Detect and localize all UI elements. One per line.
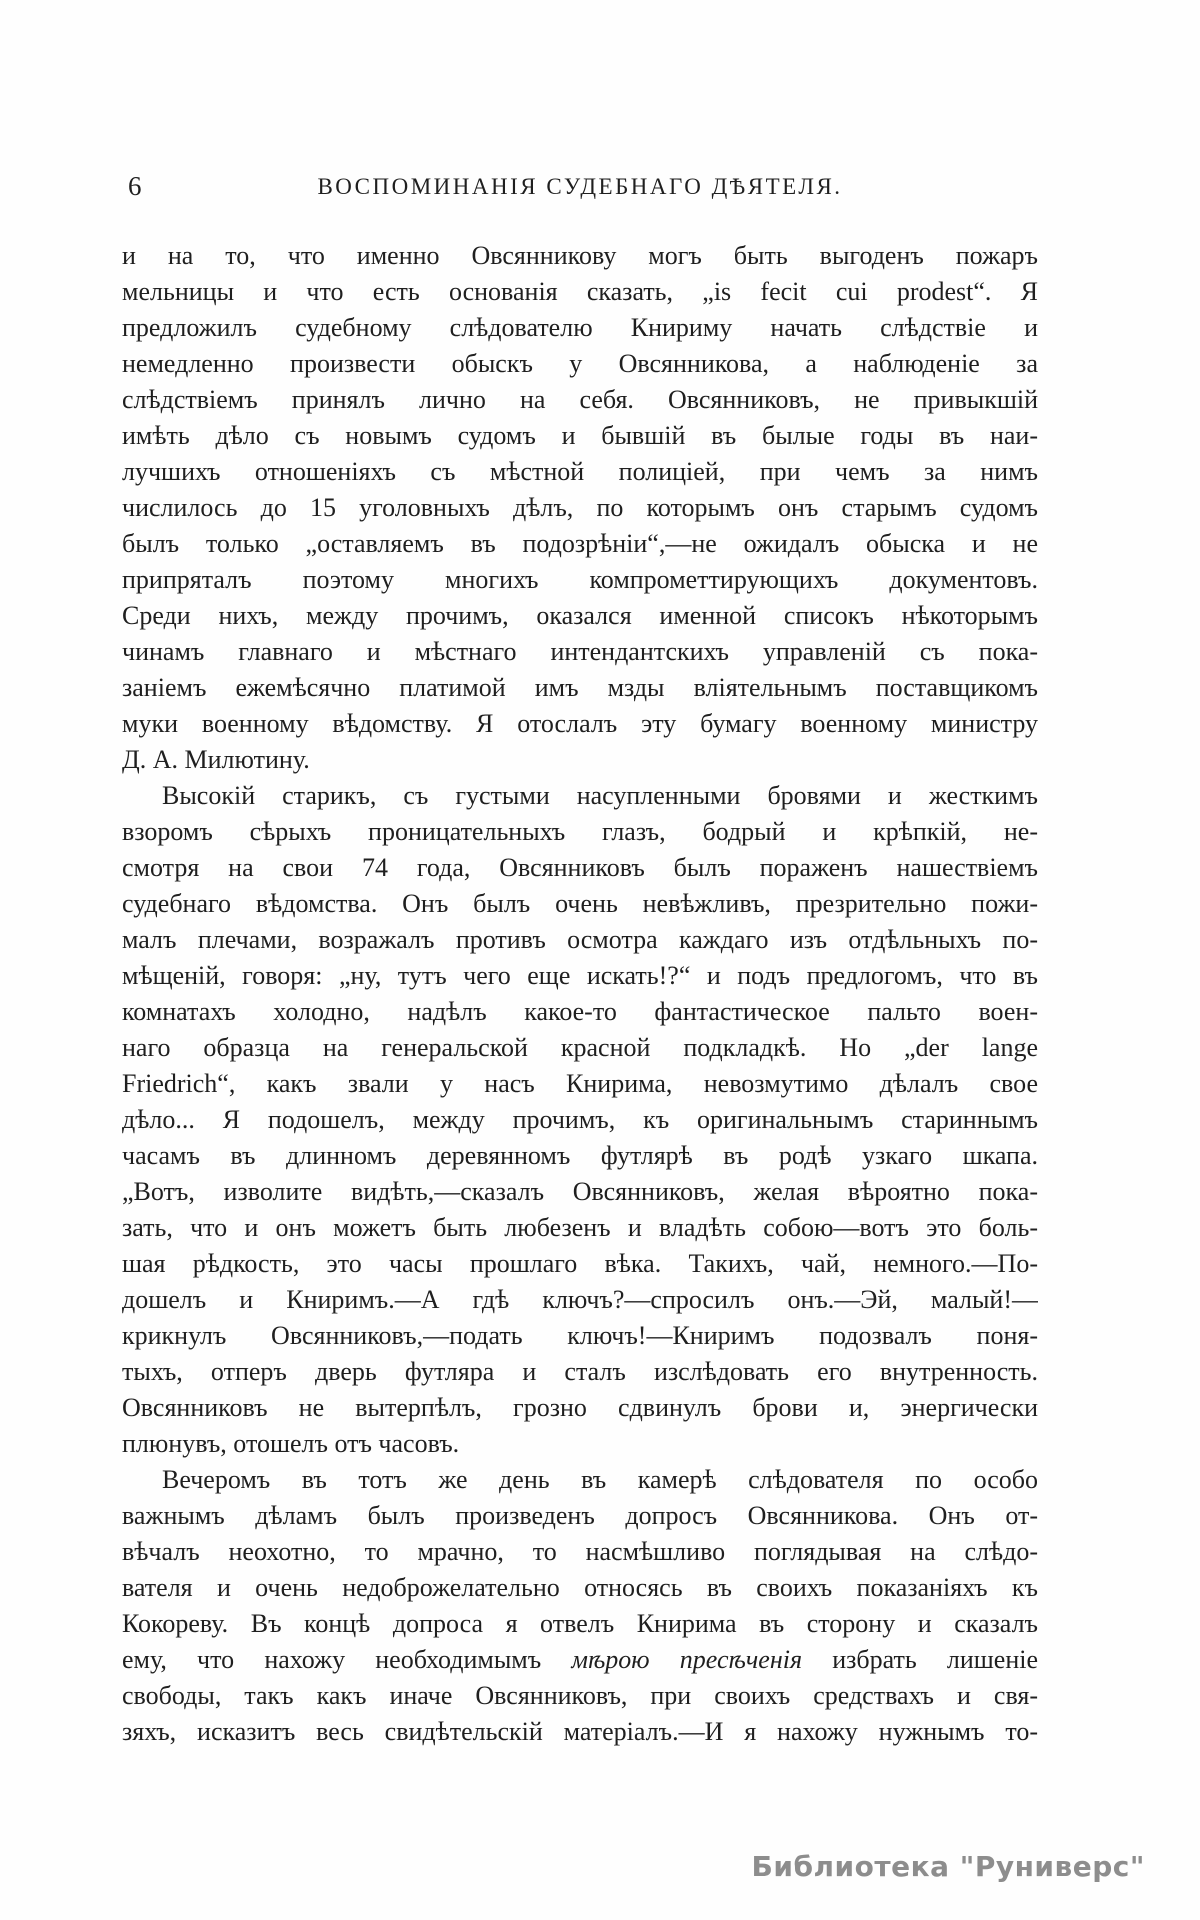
text-line: немедленно произвести обыскъ у Овсянникова, а наблюденіе за bbox=[122, 349, 1038, 378]
text-line: судебнаго вѣдомства. Онъ былъ очень невѣжливъ, презрительно пожи- bbox=[122, 889, 1038, 918]
text-line: смотря на свои 74 года, Овсянниковъ былъ пораженъ нашествіемъ bbox=[122, 853, 1038, 882]
watermark-text: Библиотека "Руниверс" bbox=[751, 1850, 1145, 1883]
text-line: тыхъ, отперъ дверь футляра и сталъ изслѣдовать его внутренность. bbox=[122, 1357, 1038, 1386]
text-line: Friedrich“, какъ звали у насъ Книрима, невозмутимо дѣлалъ свое bbox=[122, 1069, 1038, 1098]
text-line: шая рѣдкость, это часы прошлаго вѣка. Такихъ, чай, немного.—По- bbox=[122, 1249, 1038, 1278]
text-line: припряталъ поэтому многихъ компрометтирующихъ документовъ. bbox=[122, 565, 1038, 594]
body-text bbox=[122, 238, 1038, 1750]
text-line: Среди нихъ, между прочимъ, оказался именной списокъ нѣкоторымъ bbox=[122, 601, 1038, 630]
text-line: муки военному вѣдомству. Я отослалъ эту бумагу военному министру bbox=[122, 709, 1038, 738]
text-segment: избрать лишеніе bbox=[802, 1645, 1038, 1674]
text-line: наго образца на генеральской красной подкладкѣ. Но „der lange bbox=[122, 1033, 1038, 1062]
text-line: имѣть дѣло съ новымъ судомъ и бывшій въ былые годы въ наи- bbox=[122, 421, 1038, 450]
text-line: Кокореву. Въ концѣ допроса я отвелъ Книрима въ сторону и сказалъ bbox=[122, 1609, 1038, 1638]
text-line: и на то, что именно Овсянникову могъ быть выгоденъ пожаръ bbox=[122, 241, 1038, 270]
text-line: былъ только „оставляемъ въ подозрѣніи“,—не ожидалъ обыска и не bbox=[122, 529, 1038, 558]
text-line: заніемъ ежемѣсячно платимой имъ мзды вліятельнымъ поставщикомъ bbox=[122, 673, 1038, 702]
text-line: слѣдствіемъ принялъ лично на себя. Овсянниковъ, не привыкшій bbox=[122, 385, 1038, 414]
text-line: дошелъ и Книримъ.—А гдѣ ключъ?—спросилъ онъ.—Эй, малый!— bbox=[122, 1285, 1038, 1314]
text-line: вѣчалъ неохотно, то мрачно, то насмѣшливо поглядывая на слѣдо- bbox=[122, 1537, 1038, 1566]
text-line: Вечеромъ въ тотъ же день въ камерѣ слѣдователя по особо bbox=[162, 1465, 1038, 1494]
text-line bbox=[122, 1642, 1038, 1678]
text-line: мѣщеній, говоря: „ну, тутъ чего еще искать!?“ и подъ предлогомъ, что въ bbox=[122, 961, 1038, 990]
text-line: Высокій старикъ, съ густыми насупленными бровями и жесткимъ bbox=[162, 781, 1038, 810]
paragraph bbox=[122, 778, 1038, 1462]
text-line: Д. А. Милютину. bbox=[122, 745, 310, 774]
text-line: Овсянниковъ не вытерпѣлъ, грозно сдвинулъ брови и, энергически bbox=[122, 1393, 1038, 1422]
italic-phrase: мѣрою пресѣченія bbox=[571, 1645, 803, 1674]
text-line: крикнулъ Овсянниковъ,—подать ключъ!—Книримъ подозвалъ поня- bbox=[122, 1321, 1038, 1350]
text-line: часамъ въ длинномъ деревянномъ футлярѣ въ родѣ узкаго шкапа. bbox=[122, 1141, 1038, 1170]
text-line: лучшихъ отношеніяхъ съ мѣстной полиціей, при чемъ за нимъ bbox=[122, 457, 1038, 486]
running-header bbox=[122, 170, 1038, 204]
paragraph bbox=[122, 1462, 1038, 1750]
text-line: зать, что и онъ можетъ быть любезенъ и владѣть собою—вотъ это боль- bbox=[122, 1213, 1038, 1242]
text-segment: ему, что нахожу необходимымъ bbox=[122, 1645, 572, 1674]
text-line: важнымъ дѣламъ былъ произведенъ допросъ Овсянникова. Онъ от- bbox=[122, 1501, 1038, 1530]
running-title: ВОСПОМИНАНІЯ СУДЕБНАГО ДѢЯТЕЛЯ. bbox=[317, 174, 843, 199]
text-line: мельницы и что есть основанія сказать, „is fecit cui prodest“. Я bbox=[122, 277, 1038, 306]
text-line: предложилъ судебному слѣдователю Книриму начать слѣдствіе и bbox=[122, 313, 1038, 342]
text-line: чинамъ главнаго и мѣстнаго интендантскихъ управленій съ пока- bbox=[122, 637, 1038, 666]
text-line: плюнувъ, отошелъ отъ часовъ. bbox=[122, 1429, 460, 1458]
text-line: „Вотъ, изволите видѣть,—сказалъ Овсянниковъ, желая вѣроятно пока- bbox=[122, 1177, 1038, 1206]
text-line: малъ плечами, возражалъ противъ осмотра каждаго изъ отдѣльныхъ по- bbox=[122, 925, 1038, 954]
text-line: зяхъ, исказитъ весь свидѣтельскій матеріалъ.—И я нахожу нужнымъ то- bbox=[122, 1717, 1038, 1746]
text-line: числилось до 15 уголовныхъ дѣлъ, по которымъ онъ старымъ судомъ bbox=[122, 493, 1038, 522]
text-line: свободы, такъ какъ иначе Овсянниковъ, при своихъ средствахъ и свя- bbox=[122, 1681, 1038, 1710]
text-line: вателя и очень недоброжелательно относясь въ своихъ показаніяхъ къ bbox=[122, 1573, 1038, 1602]
text-line: взоромъ сѣрыхъ проницательныхъ глазъ, бодрый и крѣпкій, не- bbox=[122, 817, 1038, 846]
text-line: комнатахъ холодно, надѣлъ какое-то фантастическое пальто воен- bbox=[122, 997, 1038, 1026]
paragraph bbox=[122, 238, 1038, 778]
page-number: 6 bbox=[128, 171, 142, 201]
text-line: дѣло... Я подошелъ, между прочимъ, къ оригинальнымъ стариннымъ bbox=[122, 1105, 1038, 1134]
